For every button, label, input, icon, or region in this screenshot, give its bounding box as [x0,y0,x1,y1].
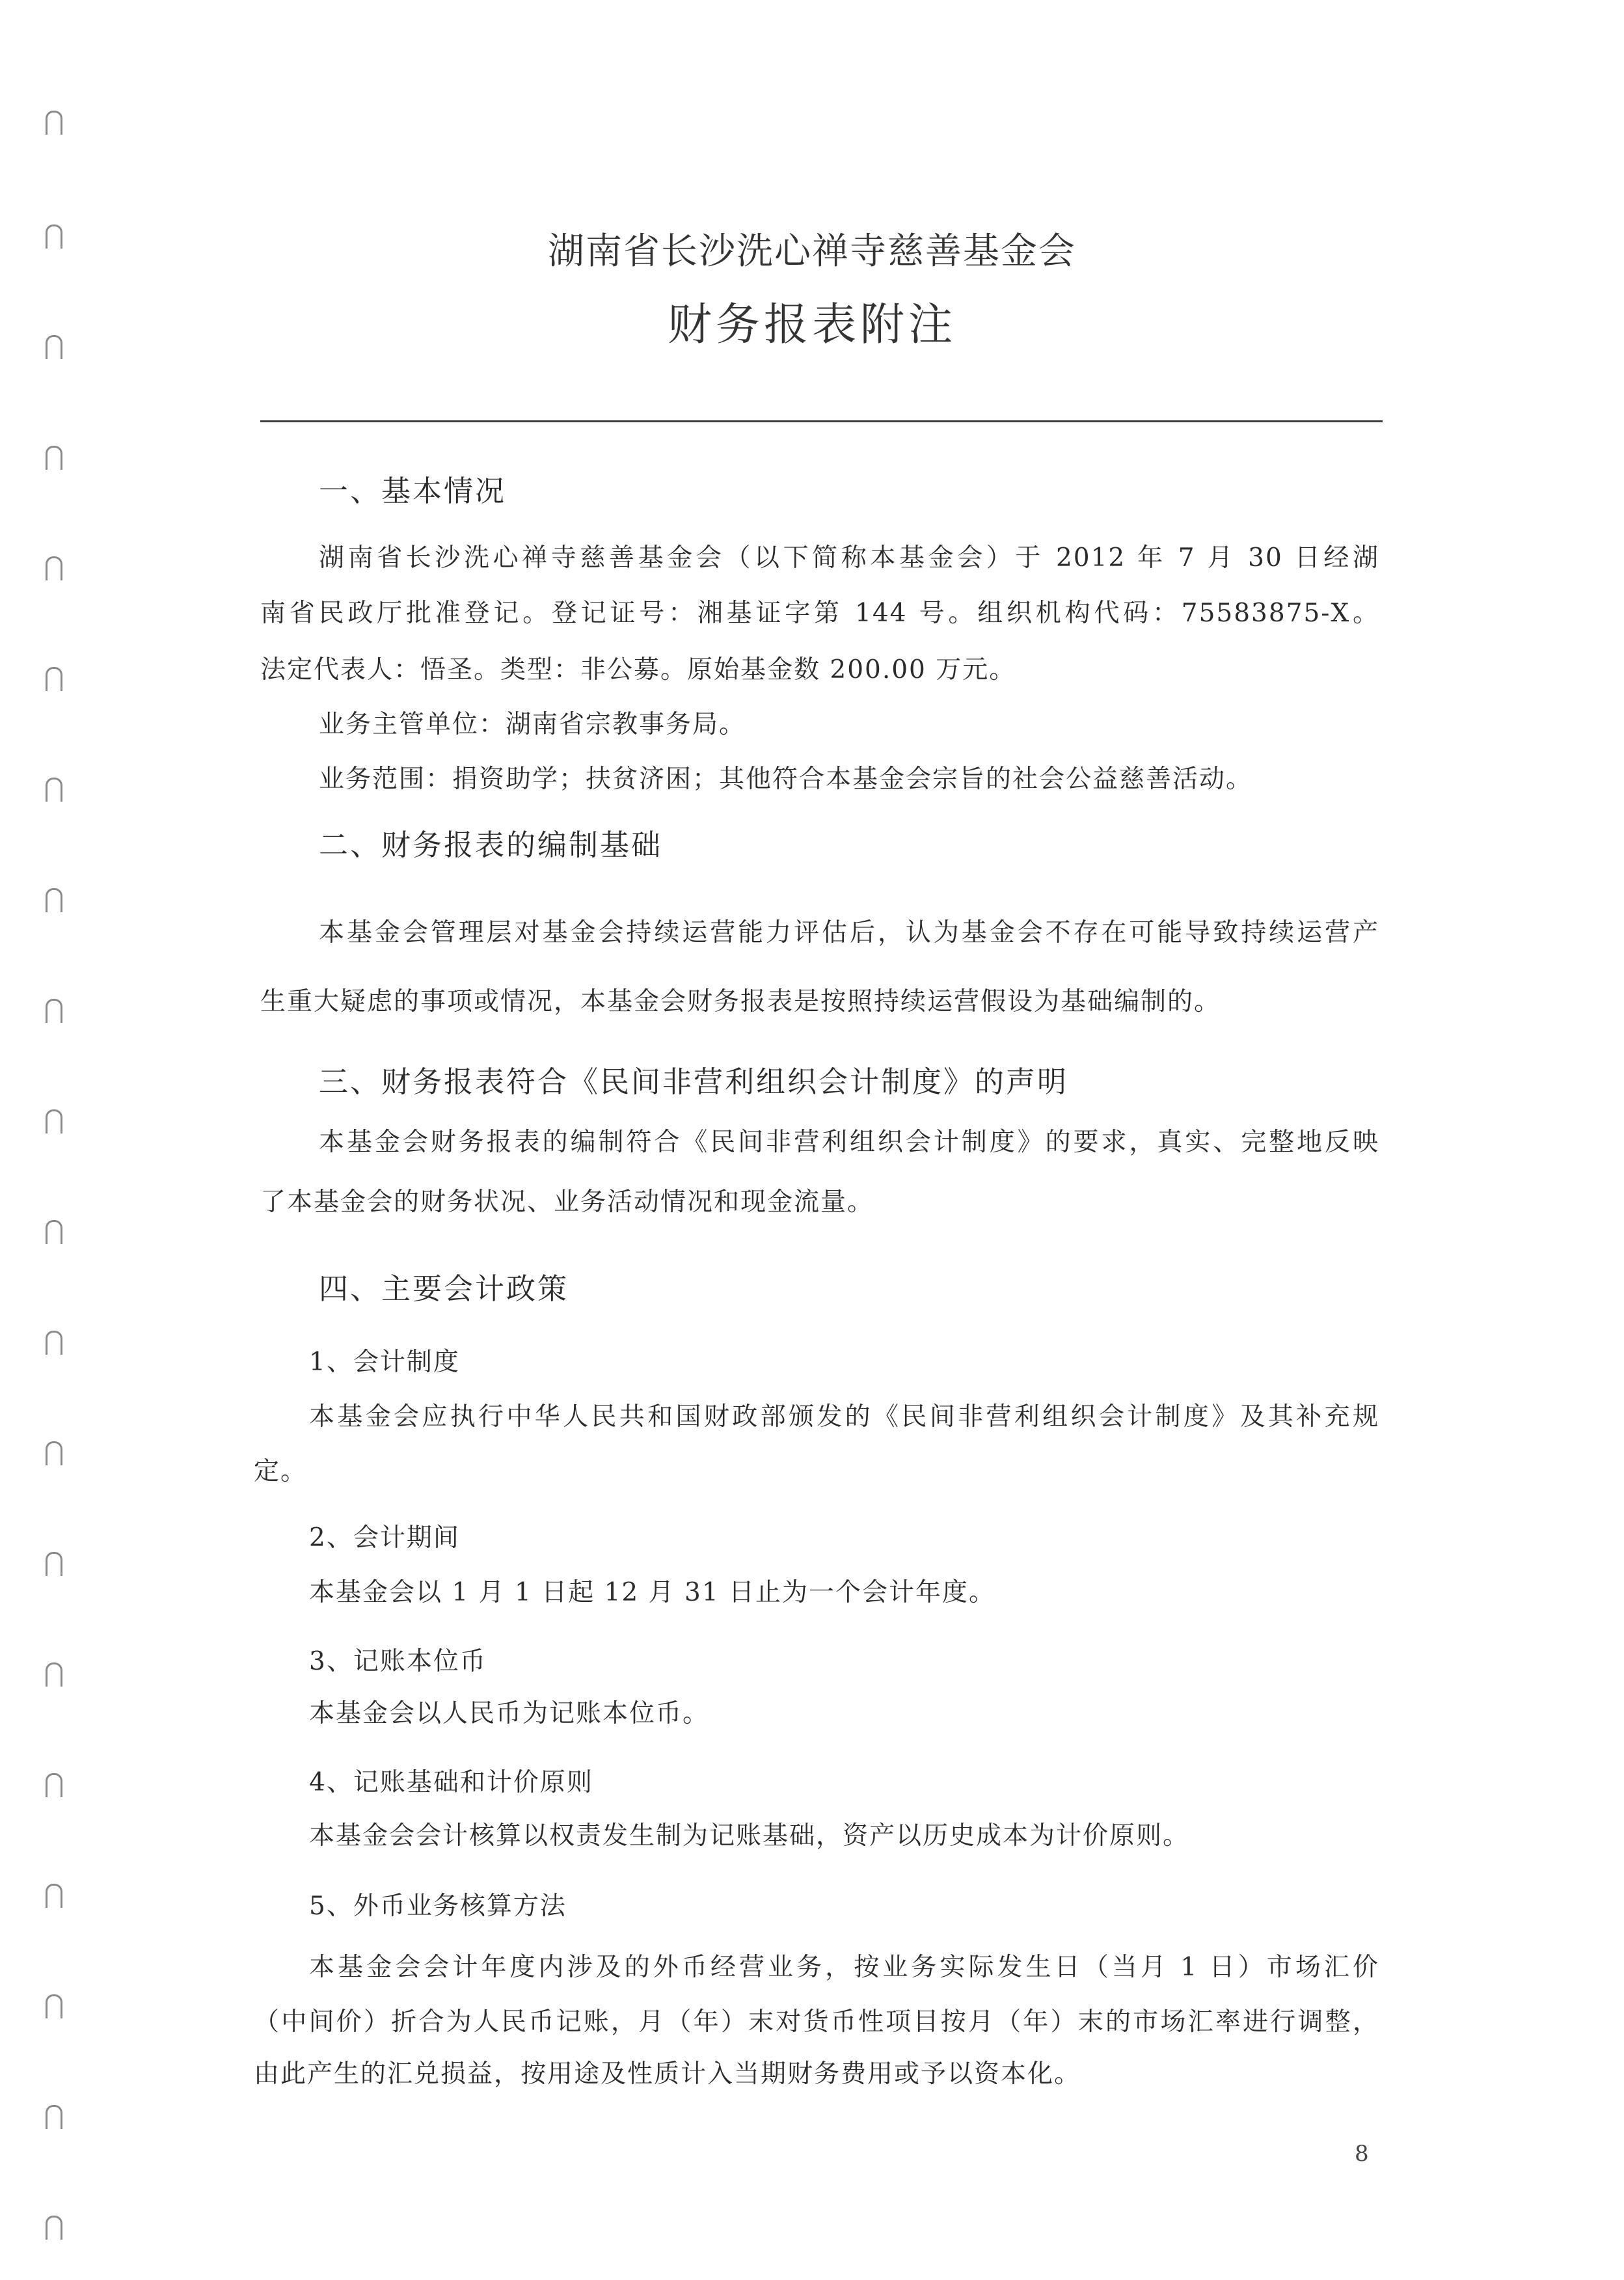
paragraph-line: 本基金会管理层对基金会持续运营能力评估后，认为基金会不存在可能导致持续运营产 [319,918,1379,947]
binding-hole [46,1441,62,1465]
section-heading-preparation-basis: 二、财务报表的编制基础 [319,828,663,862]
paragraph-line: 由此产生的汇兑损益，按用途及性质计入当期财务费用或予以资本化。 [254,2059,1081,2089]
section-heading-basic-info: 一、基本情况 [319,474,507,508]
document-title: 财务报表附注 [667,299,956,351]
binding-hole [46,2105,62,2129]
binding-hole [46,2216,62,2240]
paragraph-line: 本基金会会计年度内涉及的外币经营业务，按业务实际发生日（当月 1 日）市场汇价 [309,1953,1379,1982]
policy-item-title: 2、会计期间 [309,1523,460,1553]
binding-hole [46,556,62,580]
title-rule [260,420,1383,422]
policy-item-title: 4、记账基础和计价原则 [309,1768,593,1797]
paragraph-line: 湖南省长沙洗心禅寺慈善基金会（以下简称本基金会）于 2012 年 7 月 30 日经湖 [319,543,1379,573]
paragraph-line: 法定代表人：悟圣。类型：非公募。原始基金数 200.00 万元。 [260,655,1016,685]
paragraph-line: 了本基金会的财务状况、业务活动情况和现金流量。 [260,1188,874,1217]
binding-hole [46,1773,62,1797]
policy-item-title: 1、会计制度 [309,1348,460,1377]
org-name: 湖南省长沙洗心禅寺慈善基金会 [548,230,1076,273]
binding-hole [46,778,62,802]
paragraph-line: 南省民政厅批准登记。登记证号：湘基证字第 144 号。组织机构代码：75583875-X。 [260,599,1379,628]
paragraph-line: 本基金会财务报表的编制符合《民间非营利组织会计制度》的要求，真实、完整地反映 [319,1128,1379,1157]
binding-hole [46,888,62,912]
binding-hole [46,1884,62,1908]
binding-hole [46,446,62,470]
policy-item-title: 3、记账本位币 [309,1647,487,1676]
binding-hole [46,999,62,1023]
paragraph-line: （中间价）折合为人民币记账，月（年）末对货币性项目按月（年）末的市场汇率进行调整， [254,2007,1379,2037]
paragraph-line: 本基金会以 1 月 1 日起 12 月 31 日止为一个会计年度。 [309,1578,996,1607]
binding-hole [46,1109,62,1133]
page-number: 8 [1355,2141,1369,2167]
paragraph-line: 本基金会以人民币为记账本位币。 [309,1699,710,1728]
policy-item-title: 5、外币业务核算方法 [309,1892,567,1921]
binding-hole [46,111,62,135]
binding-hole [46,1331,62,1355]
paragraph-line: 本基金会会计核算以权责发生制为记账基础，资产以历史成本为计价原则。 [309,1821,1190,1851]
section-heading-compliance-statement: 三、财务报表符合《民间非营利组织会计制度》的声明 [319,1065,1069,1099]
binding-hole [46,1994,62,2018]
binding-hole [46,1663,62,1687]
binding-hole [46,1552,62,1576]
binding-hole [46,667,62,691]
paragraph-line: 定。 [254,1457,308,1486]
section-heading-accounting-policies: 四、主要会计政策 [319,1271,569,1306]
paragraph-line: 业务主管单位：湖南省宗教事务局。 [319,710,746,739]
binding-hole [46,1220,62,1244]
paragraph-line: 生重大疑虑的事项或情况，本基金会财务报表是按照持续运营假设为基础编制的。 [260,987,1221,1016]
paragraph-line: 业务范围：捐资助学；扶贫济困；其他符合本基金会宗旨的社会公益慈善活动。 [319,765,1253,794]
paragraph-line: 本基金会应执行中华人民共和国财政部颁发的《民间非营利组织会计制度》及其补充规 [309,1402,1379,1432]
